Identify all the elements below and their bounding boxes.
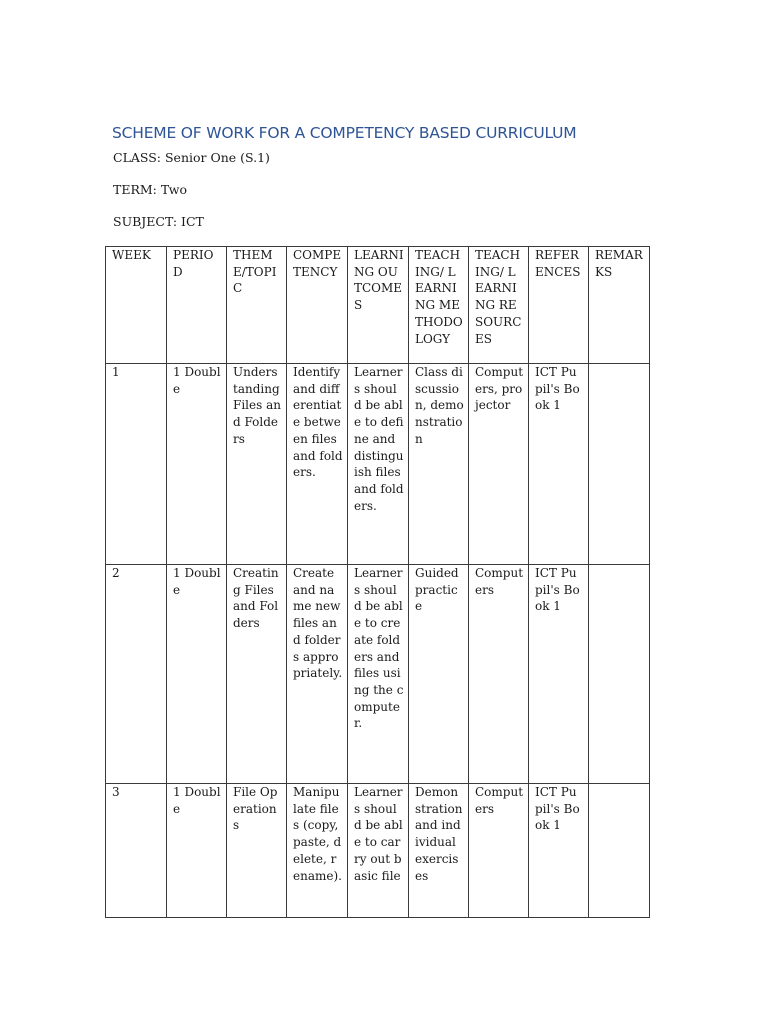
cell-period: 1 Double <box>167 784 227 918</box>
header-resources: TEACHING/ LEARNING RESOURCES <box>469 247 529 364</box>
cell-methodology: Guided practice <box>409 565 469 784</box>
subject-line: SUBJECT: ICT <box>113 214 204 229</box>
cell-competency: Identify and differentiate between files and folders. <box>287 364 348 565</box>
cell-topic: File Operations <box>227 784 287 918</box>
header-learning-outcomes: LEARNING OUTCOMES <box>348 247 409 364</box>
cell-outcomes: Learners should be able to carry out basic file <box>348 784 409 918</box>
cell-resources: Computers <box>469 565 529 784</box>
cell-week: 1 <box>106 364 167 565</box>
cell-competency: Create and name new files and folders appropriately. <box>287 565 348 784</box>
cell-references: ICT Pupil's Book 1 <box>529 364 589 565</box>
header-theme-topic: THEME/TOPIC <box>227 247 287 364</box>
header-week: WEEK <box>106 247 167 364</box>
cell-resources: Computers, projector <box>469 364 529 565</box>
cell-topic: Creating Files and Folders <box>227 565 287 784</box>
header-period: PERIOD <box>167 247 227 364</box>
header-references: REFERENCES <box>529 247 589 364</box>
document-title: SCHEME OF WORK FOR A COMPETENCY BASED CURRICULUM <box>112 124 577 142</box>
scheme-of-work-table <box>105 246 650 918</box>
term-line: TERM: Two <box>113 182 187 197</box>
table-row <box>106 784 650 918</box>
cell-outcomes: Learners should be able to create folders and files using the computer. <box>348 565 409 784</box>
cell-outcomes: Learners should be able to define and distinguish files and folders. <box>348 364 409 565</box>
cell-week: 3 <box>106 784 167 918</box>
table-header-row <box>106 247 650 364</box>
cell-methodology: Demonstration and individual exercises <box>409 784 469 918</box>
cell-methodology: Class discussion, demonstration <box>409 364 469 565</box>
cell-remarks <box>589 784 650 918</box>
class-line: CLASS: Senior One (S.1) <box>113 150 270 165</box>
cell-remarks <box>589 565 650 784</box>
header-methodology: TEACHING/ LEARNING METHODOLOGY <box>409 247 469 364</box>
header-remarks: REMARKS <box>589 247 650 364</box>
cell-period: 1 Double <box>167 364 227 565</box>
cell-remarks <box>589 364 650 565</box>
cell-references: ICT Pupil's Book 1 <box>529 565 589 784</box>
cell-resources: Computers <box>469 784 529 918</box>
cell-competency: Manipulate files (copy, paste, delete, rename). <box>287 784 348 918</box>
table-row <box>106 565 650 784</box>
cell-week: 2 <box>106 565 167 784</box>
cell-references: ICT Pupil's Book 1 <box>529 784 589 918</box>
header-competency: COMPETENCY <box>287 247 348 364</box>
cell-period: 1 Double <box>167 565 227 784</box>
table-row <box>106 364 650 565</box>
cell-topic: Understanding Files and Folders <box>227 364 287 565</box>
